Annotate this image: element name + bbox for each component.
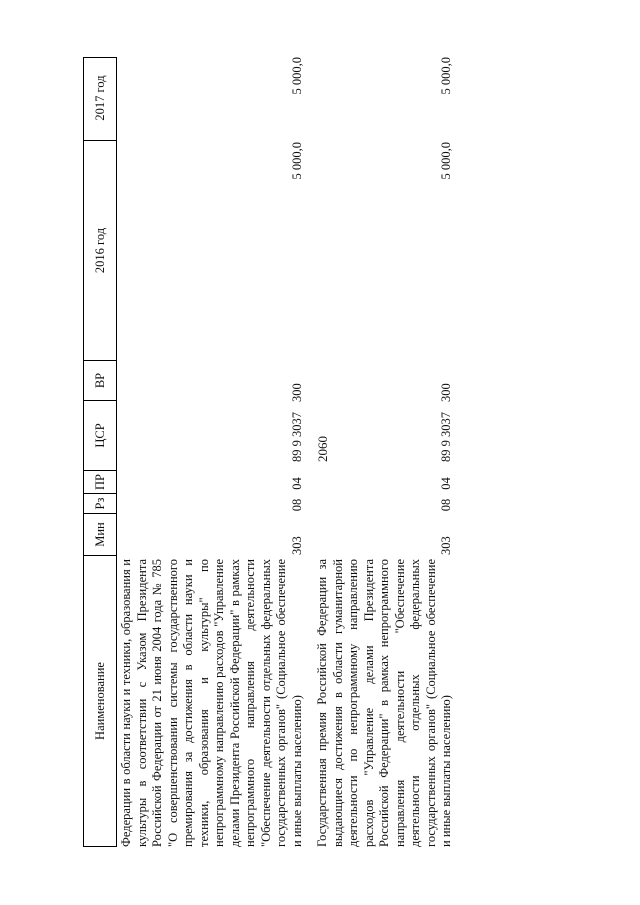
- header-min: Мин: [84, 514, 116, 556]
- row-name: Федерации в области науки и техники, образования и культуры в соответствии с Указом Президента Российской Федерации от 21 июня 2004 года № 785 "О совершенствовании системы государственного премирования за достижения в области науки и техники, образования и культуры" по непрограммному направлению расходов "Управление делами Президента Российской Федерации" в рамках непрограммного направления деятельности "Обеспечение деятельности отдельных федеральных государственных органов" (Социальное обеспечение и иные выплаты населению): [119, 559, 304, 847]
- table-row: [119, 57, 305, 847]
- row-vr: 300: [289, 383, 304, 402]
- table-header: [83, 57, 117, 847]
- row-csr: 89 9 3037: [439, 412, 453, 462]
- page-number: 2060: [315, 436, 330, 462]
- row-2017: 5 000,0: [289, 57, 304, 95]
- row-rz: 08: [289, 498, 304, 512]
- row-pr: 04: [439, 477, 453, 490]
- row-2016: 5 000,0: [289, 142, 304, 180]
- header-2016: 2016 год: [84, 141, 116, 361]
- table-row: [315, 57, 455, 847]
- header-name: Наименование: [92, 662, 107, 740]
- row-2016: 5 000,0: [439, 142, 453, 180]
- row-name: Государственная премия Российской Федерации за выдающиеся достижения в области гуманитарной деятельности по непрограммному направлению расходов "Управление делами Президента Российской Федерации" в рамках непрограммного направления деятельности "Обеспечение деятельности отдельных федеральных государственных органов" (Социальное обеспечение и иные выплаты населению): [315, 559, 453, 847]
- row-rz: 08: [439, 498, 453, 512]
- header-vr: ВР: [84, 361, 116, 401]
- row-2017: 5 000,0: [439, 57, 453, 95]
- row-pr: 04: [289, 477, 304, 490]
- table-body: [119, 57, 455, 847]
- header-2017: 2017 год: [84, 56, 116, 141]
- row-csr: 89 9 3037: [289, 412, 304, 462]
- row-vr: 300: [439, 383, 453, 402]
- header-rz: Рз: [84, 494, 116, 514]
- header-pr: ПР: [84, 471, 116, 494]
- rotated-page-content: [83, 57, 613, 847]
- row-min: 303: [439, 536, 453, 555]
- header-csr: ЦСР: [84, 401, 116, 471]
- row-min: 303: [289, 536, 304, 555]
